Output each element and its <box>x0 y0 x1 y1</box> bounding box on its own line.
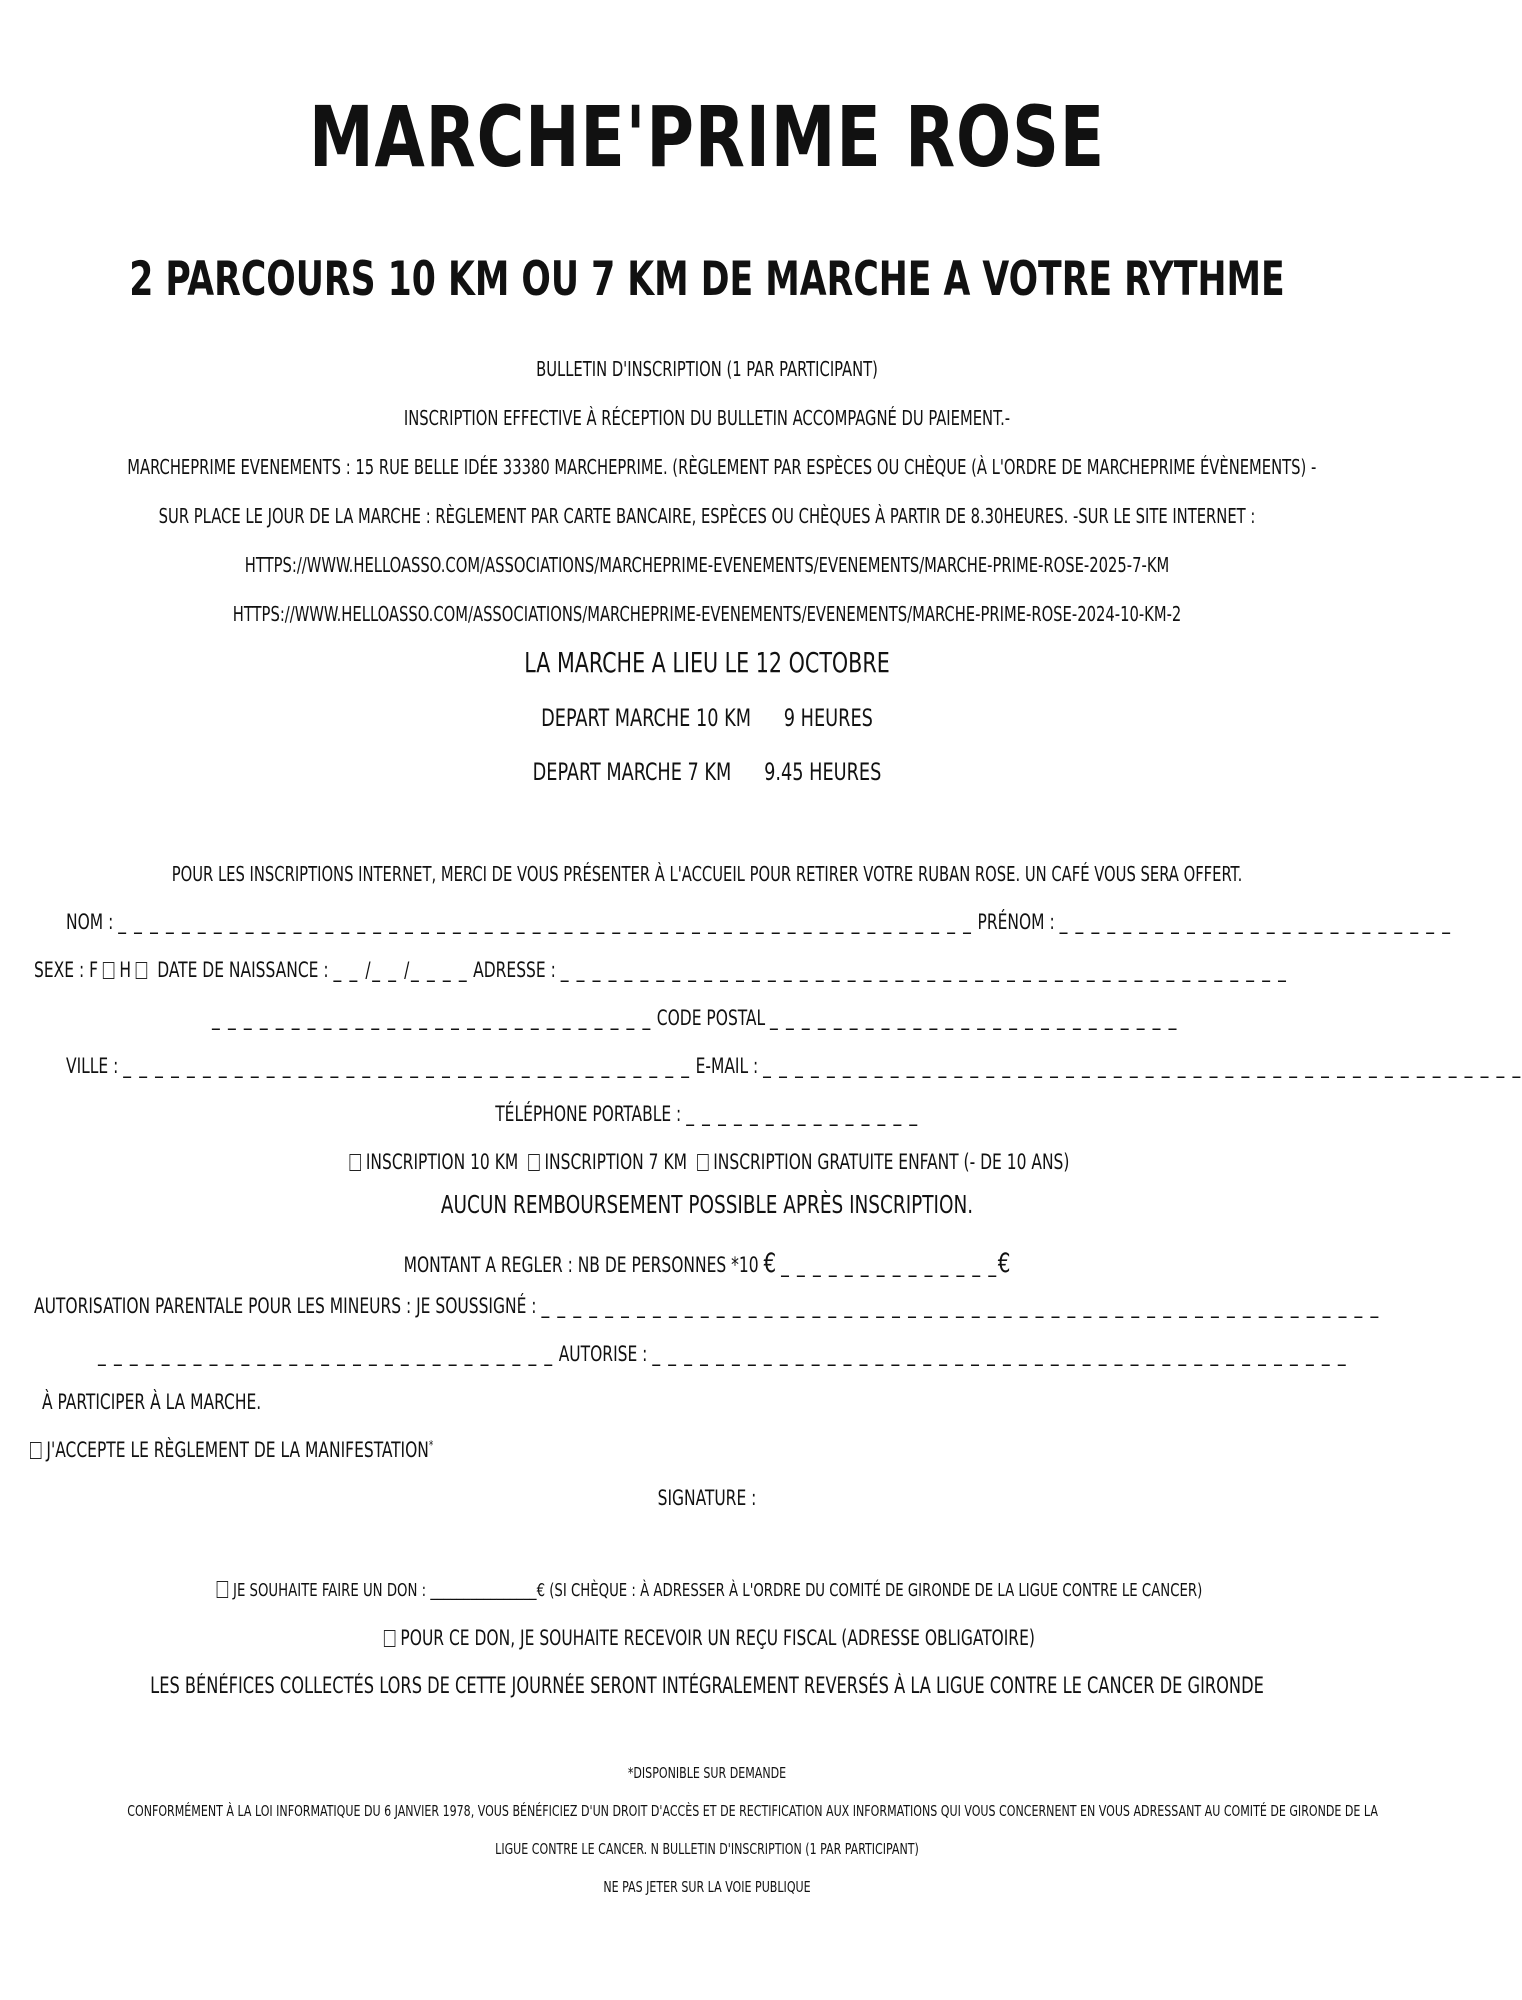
don-checkbox[interactable] <box>217 1581 228 1598</box>
depart-7km <box>127 758 1286 786</box>
depart-10km <box>127 704 1286 732</box>
address-line: MARCHEPRIME EVENEMENTS : 15 RUE BELLE IDÉE 33380 MARCHEPRIME. (RÈGLEMENT PAR ESPÈCES OU CHÈQUE (À L'ORDRE DE MARCHEPRIME ÉVÈNEMENTS) - <box>127 455 1317 479</box>
code-postal-label: CODE POSTAL <box>656 1006 766 1030</box>
parental-name-field-2[interactable]: _ _ _ _ _ _ _ _ _ _ _ _ _ _ _ _ _ _ _ _ _ _ _ _ _ _ _ _ _ <box>98 1342 554 1366</box>
autorise-label: AUTORISE : <box>558 1342 648 1366</box>
benefices-text: LES BÉNÉFICES COLLECTÉS LORS DE CETTE JOURNÉE SERONT INTÉGRALEMENT REVERSÉS À LA LIGUE CONTRE LE CANCER DE GIRONDE <box>150 1674 1264 1699</box>
autorise-row <box>98 1342 1347 1366</box>
don-amount-field[interactable]: ________________ <box>430 1580 537 1601</box>
dob-field[interactable]: _ _ /_ _ /_ _ _ _ <box>333 958 469 982</box>
email-label: E-MAIL : <box>695 1054 759 1078</box>
option-child-label: INSCRIPTION GRATUITE ENFANT (- DE 10 ANS) <box>713 1150 1070 1174</box>
accept-label: J'ACCEPTE LE RÈGLEMENT DE LA MANIFESTATION <box>46 1438 429 1462</box>
depart-7km-time: 9.45 HEURES <box>764 758 882 786</box>
ville-row <box>66 1054 1522 1078</box>
montant-field[interactable]: _ _ _ _ _ _ _ _ _ _ _ _ _ _ <box>781 1253 998 1277</box>
footnote-dispo: *DISPONIBLE SUR DEMANDE <box>627 1764 787 1782</box>
sexe-row <box>34 958 1288 982</box>
depart-10km-label: DEPART MARCHE 10 KM <box>541 704 751 732</box>
nom-label: NOM : <box>66 910 114 934</box>
internet-note: POUR LES INSCRIPTIONS INTERNET, MERCI DE VOUS PRÉSENTER À L'ACCUEIL POUR RETIRER VOTRE RUBAN ROSE. UN CAFÉ VOUS SERA OFFERT. <box>171 862 1243 886</box>
autorise-field[interactable]: _ _ _ _ _ _ _ _ _ _ _ _ _ _ _ _ _ _ _ _ _ _ _ _ _ _ _ _ _ _ _ _ _ _ _ _ _ _ _ _ _ _ _ _ <box>652 1342 1348 1366</box>
recu-checkbox[interactable] <box>384 1630 395 1647</box>
euro-sign-end: € <box>997 1248 1011 1279</box>
recu-label: POUR CE DON, JE SOUHAITE RECEVOIR UN REÇU FISCAL (ADRESSE OBLIGATOIRE) <box>400 1626 1035 1650</box>
event-date: LA MARCHE A LIEU LE 12 OCTOBRE <box>524 646 890 679</box>
bulletin-heading: BULLETIN D'INSCRIPTION (1 PAR PARTICIPANT) <box>536 357 878 381</box>
parental-label: AUTORISATION PARENTALE POUR LES MINEURS : JE SOUSSIGNÉ : <box>34 1294 537 1318</box>
ville-field[interactable]: _ _ _ _ _ _ _ _ _ _ _ _ _ _ _ _ _ _ _ _ _ _ _ _ _ _ _ _ _ _ _ _ _ _ _ _ <box>123 1054 691 1078</box>
inscription-effective-text: INSCRIPTION EFFECTIVE À RÉCEPTION DU BULLETIN ACCOMPAGNÉ DU PAIEMENT.- <box>403 406 1011 430</box>
loi-line-2: LIGUE CONTRE LE CANCER. N BULLETIN D'INSCRIPTION (1 PAR PARTICIPANT) <box>495 1840 919 1858</box>
option-7km-label: INSCRIPTION 7 KM <box>544 1150 687 1174</box>
prenom-field[interactable]: _ _ _ _ _ _ _ _ _ _ _ _ _ _ _ _ _ _ _ _ _ _ _ _ _ <box>1059 910 1452 934</box>
ne-pas-jeter: NE PAS JETER SUR LA VOIE PUBLIQUE <box>603 1878 811 1896</box>
nom-field[interactable]: _ _ _ _ _ _ _ _ _ _ _ _ _ _ _ _ _ _ _ _ _ _ _ _ _ _ _ _ _ _ _ _ _ _ _ _ _ _ _ _ _ _ _ _ _ _ _ _ _ _ _ _ _ _ <box>118 910 973 934</box>
prenom-label: PRÉNOM : <box>977 910 1055 934</box>
option-10km-label: INSCRIPTION 10 KM <box>365 1150 519 1174</box>
nom-row <box>66 910 1452 934</box>
euro-sign: € <box>763 1248 777 1279</box>
telephone-label: TÉLÉPHONE PORTABLE : <box>495 1102 682 1126</box>
sexe-label: SEXE : F <box>34 958 98 982</box>
page-title: MARCHE'PRIME ROSE <box>308 88 1106 186</box>
helloasso-link-7km[interactable]: HTTPS://WWW.HELLOASSO.COM/ASSOCIATIONS/MARCHEPRIME-EVENEMENTS/EVENEMENTS/MARCHE-PRIME-ROSE-2025-7-KM <box>244 553 1170 577</box>
montant-label: MONTANT A REGLER : NB DE PERSONNES *10 <box>403 1253 759 1277</box>
sexe-h-checkbox[interactable] <box>136 962 147 979</box>
adresse-field-2[interactable]: _ _ _ _ _ _ _ _ _ _ _ _ _ _ _ _ _ _ _ _ _ _ _ _ _ _ _ _ <box>212 1006 652 1030</box>
accept-row <box>30 1438 433 1462</box>
dob-label: DATE DE NAISSANCE : <box>157 958 329 982</box>
telephone-row <box>127 1102 1286 1126</box>
sexe-h-label: H <box>119 958 131 982</box>
ville-label: VILLE : <box>66 1054 119 1078</box>
code-postal-row <box>212 1006 1178 1030</box>
signature-label: SIGNATURE : <box>657 1486 757 1510</box>
sexe-f-checkbox[interactable] <box>103 962 114 979</box>
recu-row <box>127 1626 1286 1650</box>
option-10km-checkbox[interactable] <box>349 1154 360 1171</box>
option-7km-checkbox[interactable] <box>528 1154 539 1171</box>
option-child-checkbox[interactable] <box>697 1154 708 1171</box>
inscription-options <box>127 1150 1286 1174</box>
accept-checkbox[interactable] <box>30 1442 41 1459</box>
depart-7km-label: DEPART MARCHE 7 KM <box>532 758 732 786</box>
depart-10km-time: 9 HEURES <box>783 704 873 732</box>
adresse-field[interactable]: _ _ _ _ _ _ _ _ _ _ _ _ _ _ _ _ _ _ _ _ _ _ _ _ _ _ _ _ _ _ _ _ _ _ _ _ _ _ _ _ _ _ _ _ _ _ <box>560 958 1288 982</box>
onsite-payment-line: SUR PLACE LE JOUR DE LA MARCHE : RÈGLEMENT PAR CARTE BANCAIRE, ESPÈCES OU CHÈQUES À PARTIR DE 8.30HEURES. -SUR LE SITE INTERNET : <box>158 504 1256 528</box>
montant-row <box>127 1248 1286 1279</box>
parental-row <box>34 1294 1380 1318</box>
code-postal-field[interactable]: _ _ _ _ _ _ _ _ _ _ _ _ _ _ _ _ _ _ _ _ _ _ _ _ _ _ <box>770 1006 1179 1030</box>
adresse-label: ADRESSE : <box>473 958 556 982</box>
helloasso-link-10km[interactable]: HTTPS://WWW.HELLOASSO.COM/ASSOCIATIONS/MARCHEPRIME-EVENEMENTS/EVENEMENTS/MARCHE-PRIME-ROSE-2024-10-KM-2 <box>232 602 1182 626</box>
telephone-field[interactable]: _ _ _ _ _ _ _ _ _ _ _ _ _ _ _ <box>686 1102 919 1126</box>
don-label: JE SOUHAITE FAIRE UN DON : <box>233 1580 427 1601</box>
participer-text: À PARTICIPER À LA MARCHE. <box>42 1390 262 1414</box>
loi-line-1: CONFORMÉMENT À LA LOI INFORMATIQUE DU 6 JANVIER 1978, VOUS BÉNÉFICIEZ D'UN DROIT D'ACCÈS ET DE RECTIFICATION AUX INFORMATIONS QUI VOUS CONCERNENT EN VOUS ADRESSANT AU COMITÉ DE GIRONDE DE LA <box>127 1802 1378 1820</box>
page-subtitle: 2 PARCOURS 10 KM OU 7 KM DE MARCHE A VOTRE RYTHME <box>129 252 1285 307</box>
don-after-text: € (SI CHÈQUE : À ADRESSER À L'ORDRE DU COMITÉ DE GIRONDE DE LA LIGUE CONTRE LE CANCER) <box>536 1580 1203 1601</box>
email-field[interactable]: _ _ _ _ _ _ _ _ _ _ _ _ _ _ _ _ _ _ _ _ _ _ _ _ _ _ _ _ _ _ _ _ _ _ _ _ _ _ _ _ _ _ _ _ _ _ _ _ <box>763 1054 1522 1078</box>
don-row <box>127 1580 1286 1601</box>
parental-name-field[interactable]: _ _ _ _ _ _ _ _ _ _ _ _ _ _ _ _ _ _ _ _ _ _ _ _ _ _ _ _ _ _ _ _ _ _ _ _ _ _ _ _ _ _ _ _ _ _ _ _ _ _ _ _ _ <box>541 1294 1380 1318</box>
accept-footnote-mark: * <box>428 1438 434 1452</box>
no-refund-notice: AUCUN REMBOURSEMENT POSSIBLE APRÈS INSCRIPTION. <box>440 1190 974 1219</box>
